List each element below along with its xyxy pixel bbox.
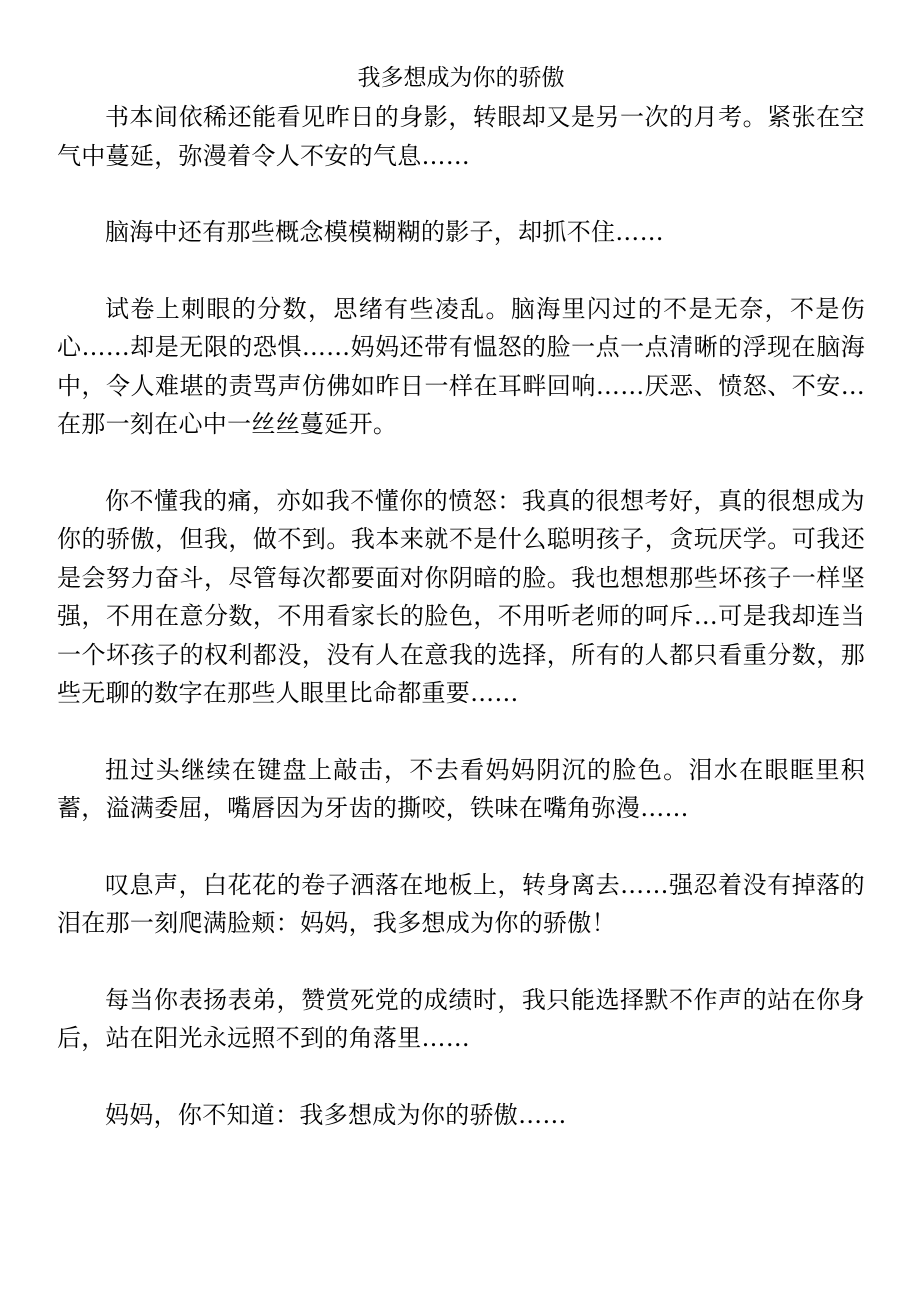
paragraph-1: 书本间依稀还能看见昨日的身影，转眼却又是另一次的月考。紧张在空气中蔓延，弥漫着令人不安的气息…… bbox=[57, 103, 865, 170]
paragraph-8: 妈妈，你不知道：我多想成为你的骄傲…… bbox=[105, 1100, 567, 1129]
document-page bbox=[57, 58, 865, 1172]
document-title: 我多想成为你的骄傲 bbox=[357, 65, 565, 91]
paragraph-3: 试卷上刺眼的分数，思绪有些凌乱。脑海里闪过的不是无奈，不是伤心……却是无限的恐惧……妈妈还带有愠怒的脸一点一点清晰的浮现在脑海中，令人难堪的责骂声仿佛如昨日一样在耳畔回响……厌恶、愤怒、不安…在那一刻在心中一丝丝蔓延开。 bbox=[57, 294, 865, 438]
paragraph-2: 脑海中还有那些概念模模糊糊的影子，却抓不住…… bbox=[105, 218, 664, 246]
paragraph-7: 每当你表扬表弟，赞赏死党的成绩时，我只能选择默不作声的站在你身后，站在阳光永远照不到的角落里…… bbox=[57, 985, 865, 1052]
paragraph-4: 你不懂我的痛，亦如我不懂你的愤怒：我真的很想考好，真的很想成为你的骄傲，但我，做不到。我本来就不是什么聪明孩子，贪玩厌学。可我还是会努力奋斗，尽管每次都要面对你阴暗的脸。我也想想那些坏孩子一样坚强，不用在意分数，不用看家长的脸色，不用听老师的呵斥…可是我却连当一个坏孩子的权利都没，没有人在意我的选择，所有的人都只看重分数，那些无聊的数字在那些人眼里比命都重要…… bbox=[57, 486, 865, 707]
paragraph-5: 扭过头继续在键盘上敲击，不去看妈妈阴沉的脸色。泪水在眼眶里积蓄，溢满委屈，嘴唇因为牙齿的撕咬，铁味在嘴角弥漫…… bbox=[57, 755, 865, 822]
paragraph-6: 叹息声，白花花的卷子洒落在地板上，转身离去……强忍着没有掉落的泪在那一刻爬满脸颊：妈妈，我多想成为你的骄傲！ bbox=[57, 870, 865, 937]
